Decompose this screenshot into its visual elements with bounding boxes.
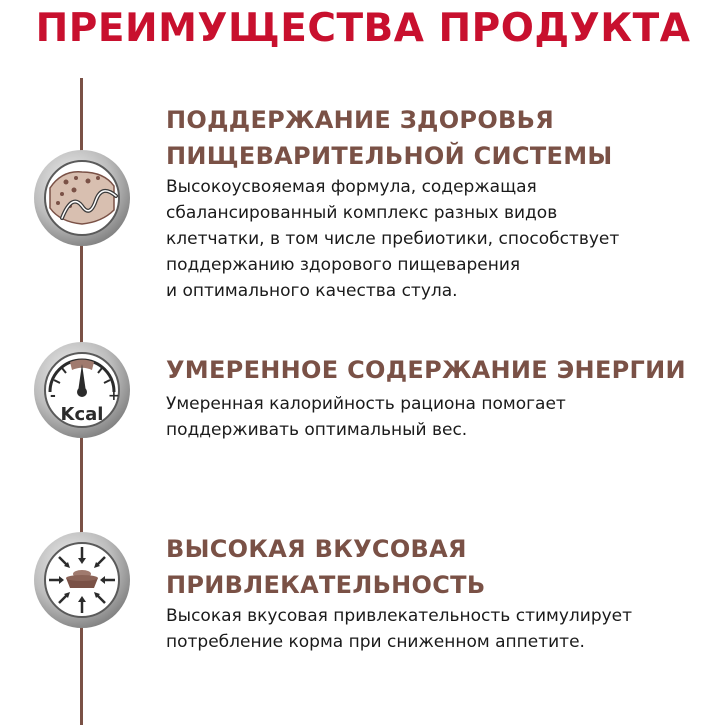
benefit-title-digestive: ПОДДЕРЖАНИЕ ЗДОРОВЬЯ ПИЩЕВАРИТЕЛЬНОЙ СИСТЕМЫ (166, 106, 613, 170)
benefit-text-digestive: Высокоусвояемая формула, содержащая сбалансированный комплекс разных видов клетчатки, в том числе пребиотики, способствует поддержанию здорового пищеварения и оптимального качества стула. (166, 177, 620, 301)
benefit-title-palatability: ВЫСОКАЯ ВКУСОВАЯ ПРИВЛЕКАТЕЛЬНОСТЬ (166, 535, 486, 599)
benefit-title-energy: УМЕРЕННОЕ СОДЕРЖАНИЕ ЭНЕРГИИ (166, 356, 686, 384)
benefit-text-energy: Умеренная калорийность рациона помогает поддерживать оптимальный вес. (166, 394, 566, 440)
kcal-plus-label: + (108, 388, 120, 404)
kcal-label: Kcal (60, 404, 104, 425)
page-title: ПРЕИМУЩЕСТВА ПРОДУКТА (35, 6, 691, 51)
kcal-gauge-icon (32, 340, 132, 440)
digestive-health-icon (32, 148, 132, 248)
kcal-minus-label: - (50, 388, 56, 404)
benefit-text-palatability: Высокая вкусовая привлекательность стимулирует потребление корма при сниженном аппетите. (166, 606, 633, 652)
food-bowl-appetite-icon (32, 530, 132, 630)
